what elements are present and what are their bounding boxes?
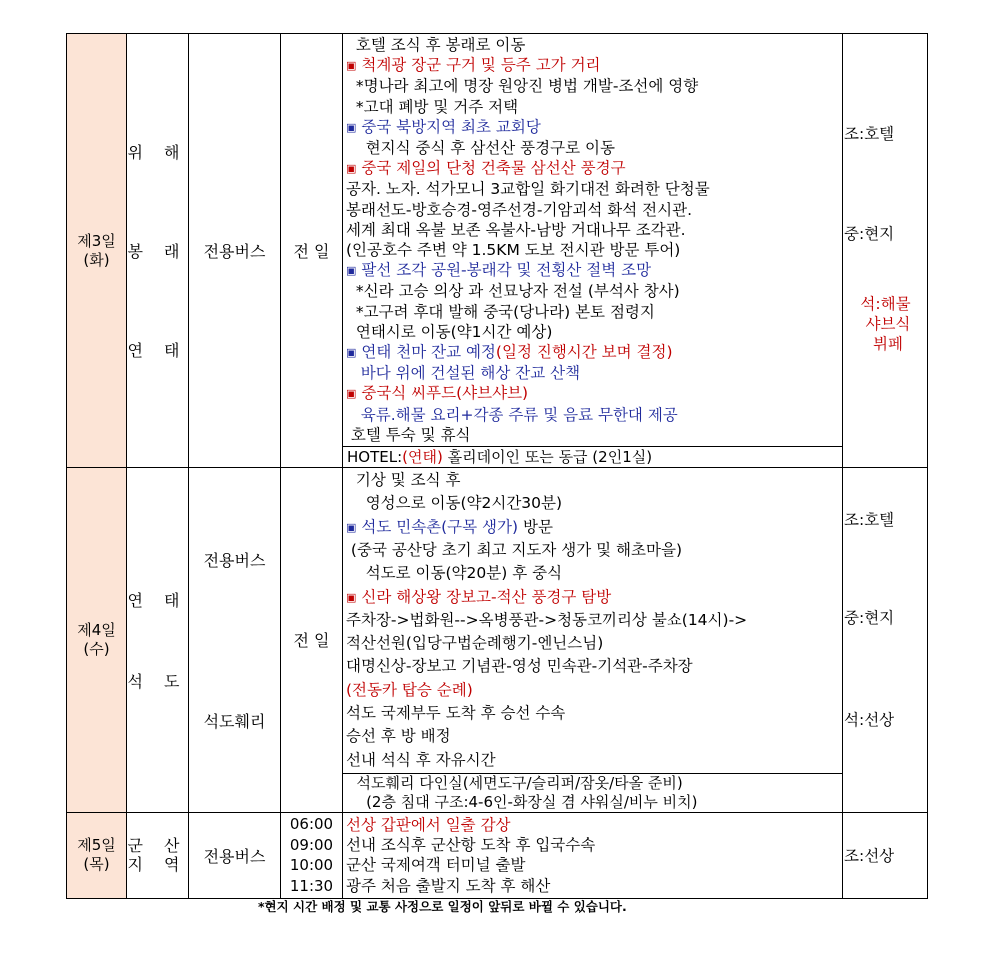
schedule-text: 육류.해물 요리+각종 주류 및 음료 무한대 제공 bbox=[346, 405, 678, 424]
schedule-item bbox=[346, 200, 838, 220]
schedule-item bbox=[346, 35, 838, 55]
schedule-text: 석도 민속촌(구목 생가) bbox=[361, 517, 519, 536]
region-name: 석 도 bbox=[127, 671, 188, 691]
transport-cell bbox=[189, 34, 281, 468]
square-bullet-icon: ▣ bbox=[346, 120, 357, 134]
footnote: *현지 시간 배정 및 교통 사정으로 일정이 앞뒤로 바뀔 수 있습니다. bbox=[258, 899, 627, 914]
square-bullet-icon: ▣ bbox=[346, 346, 357, 360]
schedule-text: 영성으로 이동(약2시간30분) bbox=[346, 494, 563, 513]
schedule-item bbox=[346, 179, 838, 199]
schedule-item bbox=[346, 679, 838, 702]
hotel-prefix: HOTEL: bbox=[347, 448, 403, 467]
schedule-text: 팔선 조각 공원-봉래각 및 전횡산 절벽 조망 bbox=[361, 261, 652, 280]
schedule-item bbox=[346, 655, 838, 678]
hotel-info bbox=[343, 446, 842, 467]
time-text: 전 일 bbox=[293, 242, 330, 262]
schedule-item bbox=[346, 876, 838, 896]
time-text: 09:00 bbox=[289, 835, 334, 854]
square-bullet-icon: ▣ bbox=[346, 59, 357, 73]
schedule-item bbox=[346, 240, 838, 260]
schedule-text: 석도 국제부두 도착 후 승선 수속 bbox=[346, 704, 566, 723]
schedule-list bbox=[343, 34, 842, 446]
square-bullet-icon: ▣ bbox=[346, 590, 357, 604]
schedule-item bbox=[346, 383, 838, 404]
schedule-text: 현지식 중식 후 삼선산 풍경구로 이동 bbox=[346, 139, 615, 158]
schedule-extra: 방문 bbox=[518, 517, 553, 536]
day-label: 제4일 bbox=[77, 620, 116, 639]
schedule-text: 선상 갑판에서 일출 감상 bbox=[346, 816, 511, 835]
schedule-item bbox=[346, 158, 838, 179]
schedule-text: (중국 공산당 초기 최고 지도자 생가 및 해초마을) bbox=[346, 540, 682, 559]
time-cell bbox=[281, 34, 343, 468]
time-cell bbox=[281, 468, 343, 813]
region-cell bbox=[127, 468, 189, 813]
schedule-item bbox=[346, 260, 838, 281]
schedule-item bbox=[346, 97, 838, 117]
schedule-item bbox=[346, 516, 838, 539]
ferry-note-line: 석도훼리 다인실(세면도구/슬리퍼/잠옷/타올 준비) bbox=[347, 773, 683, 792]
schedule-item bbox=[346, 76, 838, 96]
schedule-item bbox=[346, 363, 838, 383]
hotel-city: (연태) bbox=[402, 448, 443, 467]
schedule-item bbox=[346, 609, 838, 632]
schedule-text: 중국 제일의 단청 건축물 삼선산 풍경구 bbox=[361, 159, 626, 178]
schedule-item bbox=[346, 342, 838, 363]
day-label: 제3일 bbox=[77, 231, 116, 250]
square-bullet-icon: ▣ bbox=[346, 162, 357, 176]
schedule-text: 신라 해상왕 장보고-적산 풍경구 탐방 bbox=[361, 587, 612, 606]
schedule-text: 기상 및 조식 후 bbox=[346, 471, 461, 490]
schedule-item bbox=[346, 815, 838, 835]
schedule-text: 적산선원(입당구법순례행기-엔닌스님) bbox=[346, 634, 604, 653]
schedule-text: 중국 북방지역 최초 교회당 bbox=[361, 117, 541, 136]
region-name: 연 태 bbox=[127, 590, 188, 610]
schedule-text: 승선 후 방 배정 bbox=[346, 727, 451, 746]
meal-breakfast: 조:호텔 bbox=[844, 511, 895, 530]
transport-cell bbox=[189, 468, 281, 813]
schedule-text: *고구려 후대 발해 중국(당나라) 본토 점령지 bbox=[346, 302, 655, 321]
schedule-item bbox=[346, 281, 838, 301]
schedule-item bbox=[346, 469, 838, 492]
meal-dinner: 석:선상 bbox=[844, 711, 895, 730]
schedule-text: *고대 폐방 및 거주 저택 bbox=[346, 97, 519, 116]
hotel-name: 홀리데이인 또는 동급 (2인1실) bbox=[442, 448, 653, 467]
meal-lunch: 중:현지 bbox=[844, 225, 895, 243]
schedule-cell bbox=[343, 468, 843, 813]
region-cell bbox=[127, 34, 189, 468]
transport-cell bbox=[189, 812, 281, 898]
meal-breakfast: 조:호텔 bbox=[844, 125, 895, 143]
schedule-text: 대명신상-장보고 기념관-영성 민속관-기석관-주차장 bbox=[346, 657, 693, 676]
schedule-text: 주차장->법화원-->옥병풍관->청동코끼리상 불쇼(14시)-> bbox=[346, 610, 748, 629]
schedule-text: 척계광 장군 구거 및 등주 고가 거리 bbox=[361, 56, 601, 75]
schedule-text: 세계 최대 옥불 보존 옥불사-남방 거대나무 조각관. bbox=[346, 220, 686, 239]
schedule-text: (인공호수 주변 약 1.5KM 도보 전시관 방문 투어) bbox=[346, 241, 681, 260]
schedule-text: 봉래선도-방호승경-영주선경-기암괴석 화석 전시관. bbox=[346, 200, 692, 219]
schedule-item bbox=[346, 322, 838, 342]
ferry-note-line: (2층 침대 구조:4-6인-화장실 겸 샤워실/비누 비치) bbox=[347, 792, 698, 811]
schedule-text: 광주 처음 출발지 도착 후 해산 bbox=[346, 876, 551, 895]
schedule-text: 선내 조식후 군산항 도착 후 입국수속 bbox=[346, 836, 596, 855]
region-name: 위 해 bbox=[127, 143, 188, 163]
schedule-extra: (일정 진행시간 보며 결정) bbox=[495, 343, 673, 362]
schedule-text: 공자. 노자. 석가모니 3교합일 화기대전 화려한 단청물 bbox=[346, 180, 710, 199]
schedule-item bbox=[346, 492, 838, 515]
schedule-item bbox=[346, 749, 838, 772]
schedule-text: *명나라 최고에 명장 원앙진 병법 개발-조선에 영향 bbox=[346, 77, 699, 96]
schedule-item bbox=[346, 539, 838, 562]
time-cell bbox=[281, 812, 343, 898]
time-text: 11:30 bbox=[289, 876, 334, 895]
day-weekday: (수) bbox=[83, 639, 110, 658]
day-weekday: (목) bbox=[83, 855, 110, 874]
schedule-item bbox=[346, 55, 838, 76]
schedule-list bbox=[343, 468, 842, 773]
schedule-item bbox=[346, 405, 838, 425]
schedule-text: 호텔 투숙 및 휴식 bbox=[346, 425, 471, 444]
region-name: 군 산 bbox=[127, 836, 188, 856]
schedule-text: 연태시로 이동(약1시간 예상) bbox=[346, 322, 553, 341]
time-text: 전 일 bbox=[293, 631, 330, 651]
ferry-note bbox=[343, 773, 842, 812]
meal-cell bbox=[843, 34, 928, 468]
day-cell bbox=[67, 34, 127, 468]
schedule-item bbox=[346, 220, 838, 240]
square-bullet-icon: ▣ bbox=[346, 387, 357, 401]
schedule-item bbox=[346, 855, 838, 875]
region-name: 봉 래 bbox=[127, 242, 188, 262]
schedule-text: 석도로 이동(약20분) 후 중식 bbox=[346, 564, 563, 583]
transport-name: 전용버스 bbox=[203, 242, 266, 262]
time-text: 06:00 bbox=[289, 815, 334, 834]
region-cell bbox=[127, 812, 189, 898]
schedule-item bbox=[346, 562, 838, 585]
schedule-text: 바다 위에 건설된 해상 잔교 산책 bbox=[346, 364, 581, 383]
meal-lunch: 중:현지 bbox=[844, 609, 895, 628]
day-row bbox=[67, 34, 928, 468]
schedule-item bbox=[346, 117, 838, 138]
schedule-text: 선내 석식 후 자유시간 bbox=[346, 750, 496, 769]
region-name: 지 역 bbox=[127, 855, 188, 875]
square-bullet-icon: ▣ bbox=[346, 264, 357, 278]
day-row bbox=[67, 812, 928, 898]
transport-name: 석도훼리 bbox=[203, 712, 266, 732]
schedule-list bbox=[343, 814, 842, 897]
schedule-text: *신라 고승 의상 과 선묘낭자 전설 (부석사 창사) bbox=[346, 282, 680, 301]
schedule-cell bbox=[343, 812, 843, 898]
schedule-text: 중국식 씨푸드(샤브샤브) bbox=[361, 384, 529, 403]
schedule-item bbox=[346, 835, 838, 855]
day-label: 제5일 bbox=[77, 836, 116, 855]
schedule-item bbox=[346, 586, 838, 609]
transport-name: 전용버스 bbox=[203, 846, 266, 866]
square-bullet-icon: ▣ bbox=[346, 520, 357, 534]
schedule-item bbox=[346, 302, 838, 322]
region-name: 연 태 bbox=[127, 341, 188, 361]
schedule-item bbox=[346, 632, 838, 655]
day-row bbox=[67, 468, 928, 813]
schedule-item bbox=[346, 725, 838, 748]
meal-cell bbox=[843, 468, 928, 813]
schedule-item bbox=[346, 702, 838, 725]
meal-dinner: 석:해물 샤브식 뷔페 bbox=[860, 295, 911, 353]
meal-cell bbox=[843, 812, 928, 898]
meal-breakfast: 조:선상 bbox=[844, 847, 895, 866]
schedule-text: 군산 국제여객 터미널 출발 bbox=[346, 856, 526, 875]
transport-name: 전용버스 bbox=[203, 551, 266, 571]
day-cell bbox=[67, 468, 127, 813]
schedule-text: 호텔 조식 후 봉래로 이동 bbox=[346, 36, 526, 54]
itinerary-table bbox=[66, 33, 928, 899]
schedule-cell bbox=[343, 34, 843, 468]
day-weekday: (화) bbox=[83, 250, 110, 269]
schedule-text: (전동카 탑승 순례) bbox=[346, 680, 473, 699]
schedule-text: 연태 천마 잔교 예정 bbox=[361, 343, 496, 362]
time-text: 10:00 bbox=[289, 856, 334, 875]
day-cell bbox=[67, 812, 127, 898]
schedule-item bbox=[346, 138, 838, 158]
schedule-item bbox=[346, 425, 838, 445]
